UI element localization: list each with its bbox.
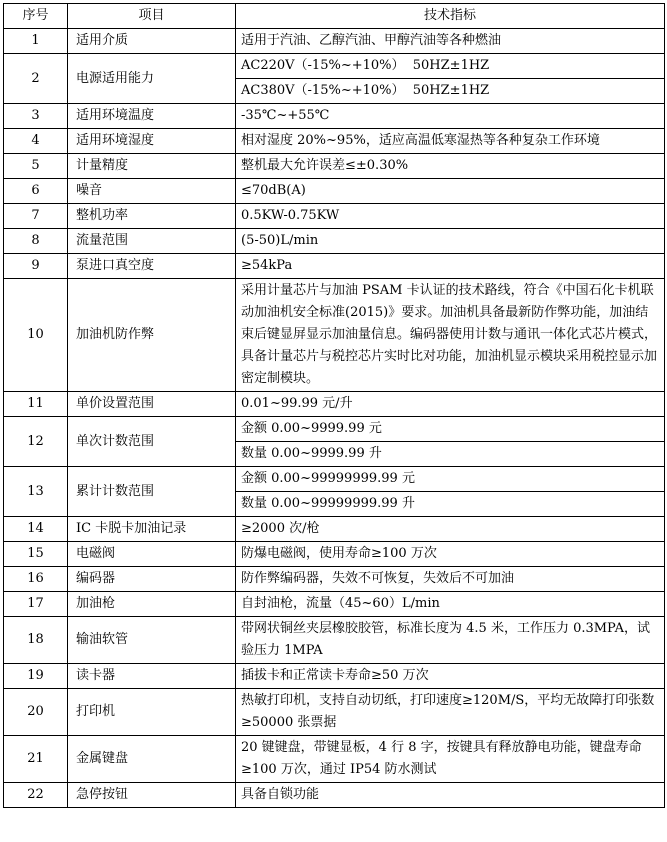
- row-spec: 数量 0.00~9999.99 升: [236, 442, 665, 467]
- row-spec: 0.01~99.99 元/升: [236, 392, 665, 417]
- table-row: [4, 689, 665, 736]
- row-spec: 相对湿度 20%~95%，适应高温低寒湿热等各种复杂工作环境: [236, 129, 665, 154]
- row-item: 编码器: [68, 567, 236, 592]
- row-number: 1: [4, 29, 68, 54]
- row-number: 19: [4, 664, 68, 689]
- row-item: IC 卡脱卡加油记录: [68, 517, 236, 542]
- row-item: 单价设置范围: [68, 392, 236, 417]
- spec-table: [3, 3, 665, 808]
- row-spec: 20 键键盘，带键显板，4 行 8 字，按键具有释放静电功能，键盘寿命≥100 万次，通过 IP54 防水测试: [236, 736, 665, 783]
- row-item: 适用介质: [68, 29, 236, 54]
- row-item: 电源适用能力: [68, 54, 236, 104]
- header-no: 序号: [4, 4, 68, 29]
- row-spec: 数量 0.00~99999999.99 升: [236, 492, 665, 517]
- row-spec: 整机最大允许误差≤±0.30%: [236, 154, 665, 179]
- row-spec: 插拔卡和正常读卡寿命≥50 万次: [236, 664, 665, 689]
- table-row: [4, 154, 665, 179]
- row-spec: 防爆电磁阀，使用寿命≥100 万次: [236, 542, 665, 567]
- row-item: 噪音: [68, 179, 236, 204]
- table-row: [4, 567, 665, 592]
- row-spec: 采用计量芯片与加油 PSAM 卡认证的技术路线，符合《中国石化卡机联动加油机安全标准(2015)》要求。加油机具备最新防作弊功能，加油结束后键显屏显示加油量信息。编码器使用计数与通讯一体化式芯片模式，具备计量芯片与税控芯片实时比对功能，加油机显示模块采用税控显示加密定制模块。: [236, 279, 665, 392]
- row-spec: (5-50)L/min: [236, 229, 665, 254]
- row-spec: AC380V（-15%~+10%） 50HZ±1HZ: [236, 79, 665, 104]
- table-row: [4, 54, 665, 79]
- table-row: [4, 392, 665, 417]
- row-number: 12: [4, 417, 68, 467]
- table-row: [4, 129, 665, 154]
- row-spec: 0.5KW-0.75KW: [236, 204, 665, 229]
- row-spec: ≥2000 次/枪: [236, 517, 665, 542]
- row-number: 6: [4, 179, 68, 204]
- row-item: 整机功率: [68, 204, 236, 229]
- table-body: [4, 29, 665, 808]
- row-spec: 防作弊编码器，失效不可恢复，失效后不可加油: [236, 567, 665, 592]
- row-item: 加油机防作弊: [68, 279, 236, 392]
- row-spec: ≥54kPa: [236, 254, 665, 279]
- row-item: 电磁阀: [68, 542, 236, 567]
- table-row: [4, 29, 665, 54]
- row-spec: 金额 0.00~9999.99 元: [236, 417, 665, 442]
- table-row: [4, 104, 665, 129]
- table-row: [4, 664, 665, 689]
- row-spec: 自封油枪，流量（45~60）L/min: [236, 592, 665, 617]
- row-number: 15: [4, 542, 68, 567]
- row-number: 16: [4, 567, 68, 592]
- row-item: 金属键盘: [68, 736, 236, 783]
- row-item: 泵进口真空度: [68, 254, 236, 279]
- table-row: [4, 592, 665, 617]
- row-number: 4: [4, 129, 68, 154]
- row-number: 8: [4, 229, 68, 254]
- row-spec: AC220V（-15%~+10%） 50HZ±1HZ: [236, 54, 665, 79]
- row-number: 9: [4, 254, 68, 279]
- row-item: 适用环境湿度: [68, 129, 236, 154]
- row-number: 21: [4, 736, 68, 783]
- row-spec: 带网状铜丝夹层橡胶胶管，标准长度为 4.5 米，工作压力 0.3MPA，试验压力 1MPA: [236, 617, 665, 664]
- row-number: 13: [4, 467, 68, 517]
- table-row: [4, 254, 665, 279]
- table-row: [4, 204, 665, 229]
- row-number: 3: [4, 104, 68, 129]
- row-number: 17: [4, 592, 68, 617]
- header-specs: 技术指标: [236, 4, 665, 29]
- table-row: [4, 467, 665, 492]
- row-item: 加油枪: [68, 592, 236, 617]
- row-item: 累计计数范围: [68, 467, 236, 517]
- table-row: [4, 517, 665, 542]
- table-row: [4, 736, 665, 783]
- row-spec: ≤70dB(A): [236, 179, 665, 204]
- row-number: 7: [4, 204, 68, 229]
- table-row: [4, 542, 665, 567]
- row-item: 计量精度: [68, 154, 236, 179]
- row-spec: 具备自锁功能: [236, 783, 665, 808]
- table-row: [4, 229, 665, 254]
- table-row: [4, 417, 665, 442]
- table-row: [4, 279, 665, 392]
- row-number: 14: [4, 517, 68, 542]
- header-row: [4, 4, 665, 29]
- row-item: 打印机: [68, 689, 236, 736]
- table-row: [4, 617, 665, 664]
- row-spec: -35℃~+55℃: [236, 104, 665, 129]
- row-number: 11: [4, 392, 68, 417]
- row-spec: 适用于汽油、乙醇汽油、甲醇汽油等各种燃油: [236, 29, 665, 54]
- row-item: 输油软管: [68, 617, 236, 664]
- row-item: 适用环境温度: [68, 104, 236, 129]
- row-number: 20: [4, 689, 68, 736]
- row-number: 22: [4, 783, 68, 808]
- table-row: [4, 783, 665, 808]
- row-item: 流量范围: [68, 229, 236, 254]
- header-item: 项目: [68, 4, 236, 29]
- row-item: 单次计数范围: [68, 417, 236, 467]
- row-spec: 热敏打印机，支持自动切纸，打印速度≥120M/S，平均无故障打印张数≥50000 张票据: [236, 689, 665, 736]
- row-number: 5: [4, 154, 68, 179]
- row-spec: 金额 0.00~99999999.99 元: [236, 467, 665, 492]
- row-number: 2: [4, 54, 68, 104]
- row-item: 急停按钮: [68, 783, 236, 808]
- row-item: 读卡器: [68, 664, 236, 689]
- table-row: [4, 179, 665, 204]
- row-number: 18: [4, 617, 68, 664]
- row-number: 10: [4, 279, 68, 392]
